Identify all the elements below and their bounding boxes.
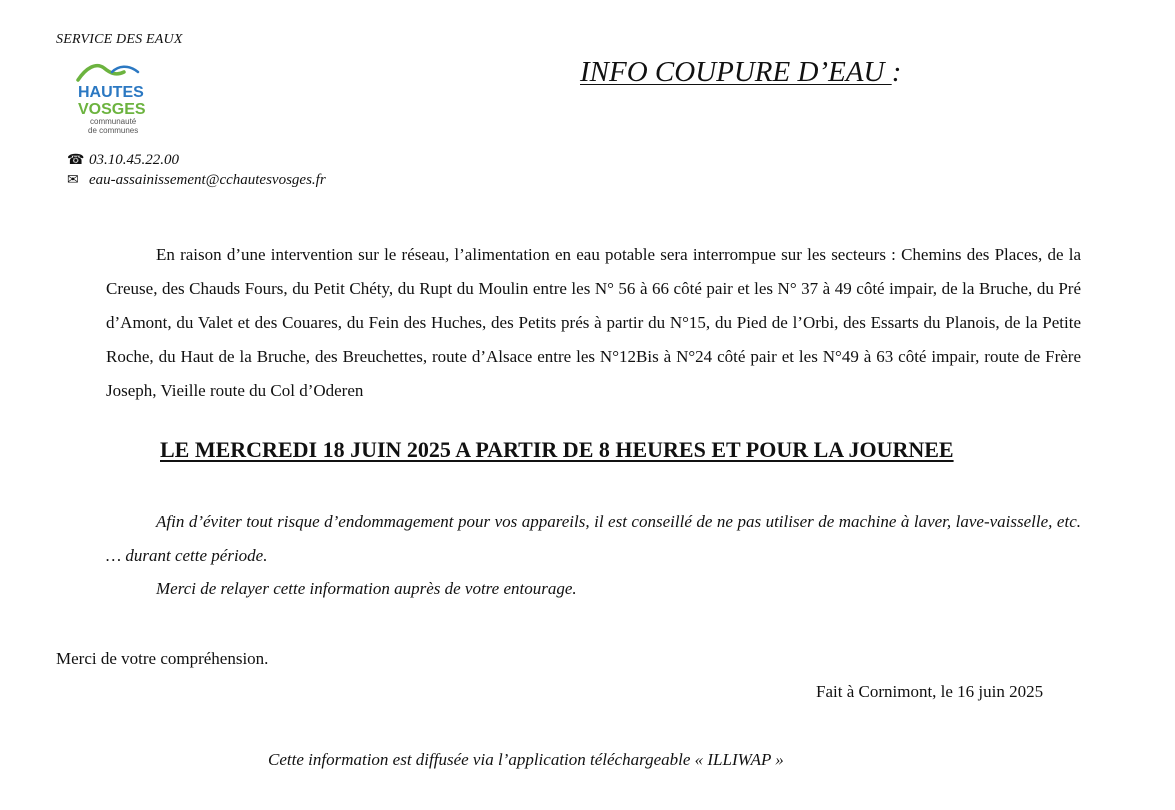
service-label: SERVICE DES EAUX	[56, 32, 183, 47]
advice-paragraph	[106, 505, 1081, 573]
contact-phone	[67, 152, 179, 169]
footer-note: Cette information est diffusée via l’application téléchargeable « ILLIWAP »	[268, 750, 784, 769]
page-title	[580, 56, 901, 89]
logo-line4: de communes	[88, 126, 139, 135]
logo-line1: HAUTES	[78, 84, 144, 101]
phone-icon: ☎	[67, 153, 85, 168]
advice-text: Afin d’éviter tout risque d’endommagement pour vos appareils, il est conseillé de ne pas utiliser de machine à laver, lave-vaisselle, etc. … durant cette période.	[106, 512, 1081, 565]
email-address: eau-assainissement@cchautesvosges.fr	[89, 172, 326, 188]
hautes-vosges-logo	[72, 58, 162, 138]
envelope-icon: ✉	[67, 173, 79, 188]
intro-paragraph	[106, 238, 1081, 408]
logo-line2: VOSGES	[78, 101, 146, 118]
title-text: INFO COUPURE D’EAU	[580, 56, 892, 88]
relay-text: Merci de relayer cette information auprès de votre entourage.	[156, 579, 577, 598]
signed-place-date: Fait à Cornimont, le 16 juin 2025	[816, 682, 1044, 701]
phone-number: 03.10.45.22.00	[89, 152, 179, 168]
logo-line3: communauté	[90, 117, 137, 126]
title-colon: :	[891, 56, 902, 88]
contact-email	[67, 172, 326, 189]
intro-text: En raison d’une intervention sur le réseau, l’alimentation en eau potable sera interrompue sur les secteurs : Chemins des Places, de la Creuse, des Chauds Fours, du Petit Chéty, du Rupt du Moulin entre les N° 56 à 66 côté pair et les N° 37 à 49 côté impair, de la Bruche, du Pré d’Amont, du Valet et des Couares, du Fein des Huches, des Petits prés à partir du N°15, du Pied de l’Orbi, des Essarts du Planois, de la Petite Roche, du Haut de la Bruche, des Breuchettes, route d’Alsace entre les N°12Bis à N°24 côté pair et les N°49 à 63 côté impair, route de Frère Joseph, Vieille route du Col d’Oderen	[106, 245, 1081, 400]
date-announcement: LE MERCREDI 18 JUIN 2025 A PARTIR DE 8 HEURES ET POUR LA JOURNEE	[160, 437, 954, 462]
thanks-text: Merci de votre compréhension.	[56, 649, 269, 668]
